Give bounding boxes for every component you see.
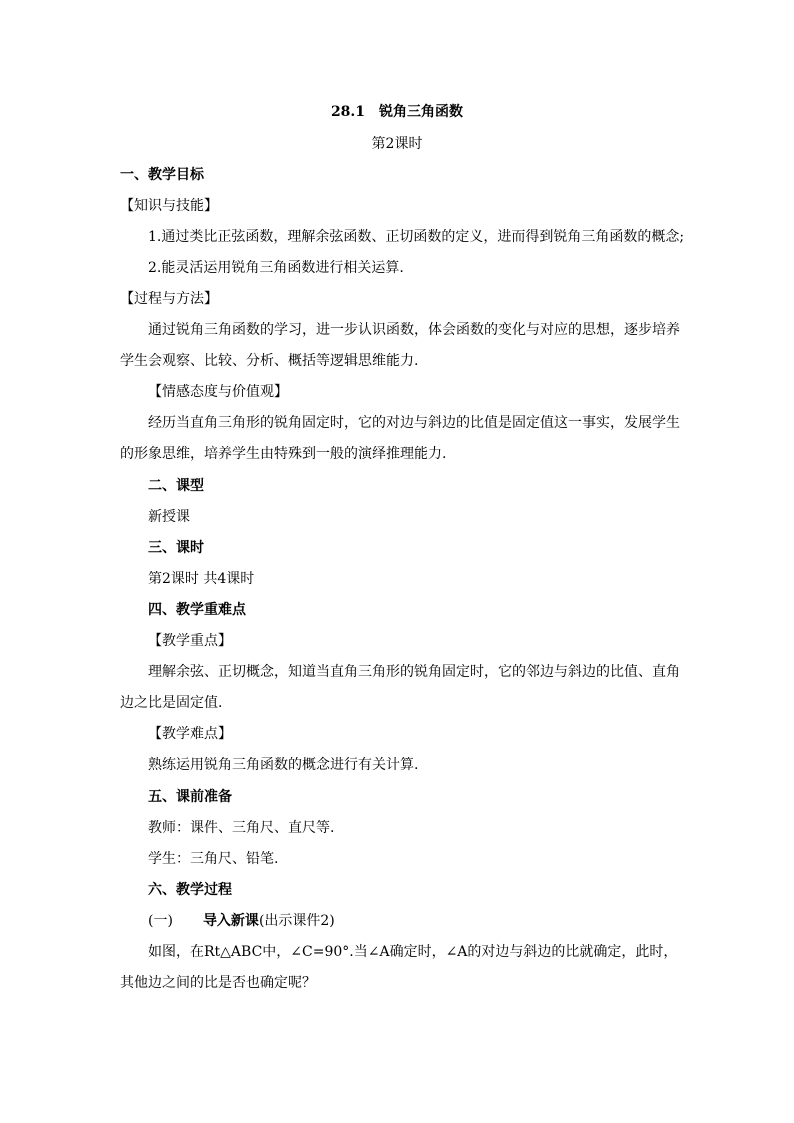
paragraph-knowledge-2: 2.能灵活运用锐角三角函数进行相关运算. — [148, 260, 404, 276]
section-heading-objectives: 一、教学目标 — [120, 167, 204, 183]
paragraph-student-prep: 学生：三角尺、铅笔. — [148, 851, 279, 867]
label-key-points: 【教学重点】 — [148, 633, 232, 649]
section-heading-key-points: 四、教学重难点 — [148, 602, 246, 618]
paragraph-key-1: 理解余弦、正切概念，知道当直角三角形的锐角固定时，它的邻边与斜边的比值、直角 — [148, 664, 680, 680]
paragraph-process-1: 通过锐角三角函数的学习，进一步认识函数，体会函数的变化与对应的思想，逐步培养 — [148, 322, 680, 338]
paragraph-process-2: 学生会观察、比较、分析、概括等逻辑思维能力. — [120, 353, 419, 369]
subsection-number: (一) — [148, 913, 173, 929]
paragraph-knowledge-1: 1.通过类比正弦函数，理解余弦函数、正切函数的定义，进而得到锐角三角函数的概念; — [148, 229, 685, 245]
section-heading-process: 六、教学过程 — [148, 882, 232, 898]
paragraph-emotion-1: 经历当直角三角形的锐角固定时，它的对边与斜边的比值是固定值这一事实，发展学生 — [148, 415, 680, 431]
paragraph-intro-2: 其他边之间的比是否也确定呢？ — [120, 975, 316, 991]
subsection-note: (出示课件2) — [258, 913, 335, 929]
paragraph-intro-1: 如图，在Rt△ABC中，∠C=90°.当∠A确定时，∠A的对边与斜边的比就确定，此时， — [148, 944, 678, 960]
paragraph-emotion-2: 的形象思维，培养学生由特殊到一般的演绎推理能力. — [120, 446, 447, 462]
paragraph-difficulties: 熟练运用锐角三角函数的概念进行有关计算. — [148, 757, 419, 773]
paragraph-periods: 第2课时 共4课时 — [148, 571, 255, 587]
paragraph-lesson-type: 新授课 — [148, 509, 190, 525]
paragraph-teacher-prep: 教师：课件、三角尺、直尺等. — [148, 820, 335, 836]
label-emotion-values: 【情感态度与价值观】 — [148, 384, 288, 400]
subsection-title: 导入新课 — [202, 913, 259, 929]
section-heading-lesson-type: 二、课型 — [148, 478, 204, 494]
label-difficulties: 【教学难点】 — [148, 726, 232, 742]
paragraph-key-2: 边之比是固定值. — [120, 695, 223, 711]
document-title: 28.1 锐角三角函数 — [330, 104, 464, 120]
section-heading-preparation: 五、课前准备 — [148, 789, 232, 805]
label-knowledge-skills: 【知识与技能】 — [120, 198, 218, 214]
section-heading-periods: 三、课时 — [148, 540, 204, 556]
subsection-intro — [148, 911, 676, 931]
label-process-method: 【过程与方法】 — [120, 291, 218, 307]
document-subtitle: 第2课时 — [371, 136, 423, 152]
